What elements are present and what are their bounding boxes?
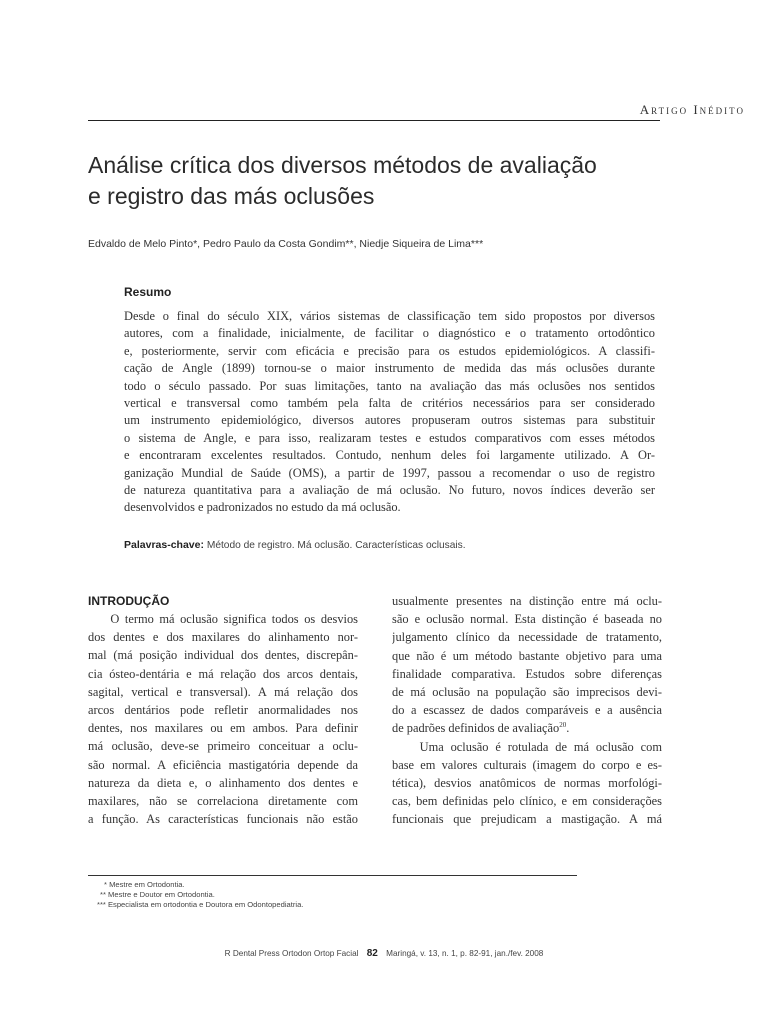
title-line: Análise crítica dos diversos métodos de avaliação <box>88 152 597 178</box>
abstract-line: autores, com a finalidade, inicialmente, de facilitar o diagnóstico e o tratamento ortodôntico <box>124 326 655 341</box>
body-line: que não é um método bastante objetivo para uma <box>392 648 662 663</box>
body-line: são normal. A eficiência mastigatória depende da <box>88 757 358 772</box>
body-line: natureza da dieta e, o alinhamento dos dentes e <box>88 775 358 790</box>
abstract-line: de natureza quantitativa para a avaliação de má oclusão. No futuro, novos índices deverão ser <box>124 483 655 498</box>
keywords <box>124 539 664 551</box>
body-line: a função. As características funcionais não estão <box>88 812 358 827</box>
body-line: mal (má posição individual dos dentes, discrepân- <box>88 648 358 663</box>
footnotes <box>88 880 568 910</box>
keywords-label: Palavras-chave: <box>124 539 204 551</box>
abstract-text <box>124 308 655 517</box>
body-line: tética), desvios anatômicos de normas morfológi- <box>392 776 662 791</box>
body-line: finalidade comparativa. Estudos sobre diferenças <box>392 666 662 681</box>
footnote: * Mestre em Ortodontia. <box>104 880 185 889</box>
abstract-line: e, posteriormente, servir com eficácia e precisão para os estudos epidemiológicos. A classifi- <box>124 343 655 358</box>
body-line: sagital, vertical e transversal). A má relação dos <box>88 684 358 699</box>
abstract-line: ganização Mundial de Saúde (OMS), a partir de 1997, passou a recomendar o uso de registro <box>124 465 655 480</box>
introduction-heading: INTRODUÇÃO <box>88 594 170 608</box>
abstract-line: Desde o final do século XIX, vários sistemas de classificação tem sido propostos por diversos <box>124 309 655 323</box>
body-line: cia ósteo-dentária e má relação dos arcos dentais, <box>88 666 358 681</box>
authors: Edvaldo de Melo Pinto*, Pedro Paulo da Costa Gondim**, Niedje Siqueira de Lima*** <box>88 238 484 250</box>
left-column <box>88 610 358 828</box>
header-rule <box>88 120 660 121</box>
body-line-with-reference <box>392 719 662 737</box>
abstract-line: todo o século passado. Por suas limitações, tanto na avaliação das más oclusões nos sentidos <box>124 378 655 393</box>
body-line: maxilares, não se correlaciona diretamente com <box>88 794 358 809</box>
body-line: são e oclusão normal. Esta distinção é baseada no <box>392 612 662 627</box>
citation: Maringá, v. 13, n. 1, p. 82-91, jan./fev. 2008 <box>386 949 544 958</box>
body-line-text: de padrões definidos de avaliação <box>392 721 560 736</box>
body-line: Uma oclusão é rotulada de má oclusão com <box>392 739 662 754</box>
body-line: de má oclusão na população são imprecisos devi- <box>392 685 662 700</box>
body-line: cas, bem definidas pelo clínico, e em considerações <box>392 794 662 809</box>
keywords-text: Método de registro. Má oclusão. Características oclusais. <box>206 540 466 551</box>
right-column <box>392 592 662 829</box>
abstract-line: cação de Angle (1899) tornou-se o maior instrumento de medida das más oclusões durante <box>124 361 655 376</box>
abstract-heading: Resumo <box>124 285 172 299</box>
section-label: Artigo Inédito <box>639 102 745 117</box>
title-line: e registro das más oclusões <box>88 183 375 209</box>
body-line: má oclusão, deve-se primeiro conceituar a oclu- <box>88 739 358 754</box>
body-line: funcionais que prejudicam a mastigação. A má <box>392 812 662 827</box>
abstract-line: desenvolvidos e padronizados no estudo da má oclusão. <box>124 500 401 515</box>
footnote: ** Mestre e Doutor em Ortodontia. <box>100 890 215 899</box>
body-line: do a escassez de dados comparáveis e a ausência <box>392 703 662 718</box>
abstract-line: o sistema de Angle, e para isso, realizaram testes e estudos comparativos com esses métodos <box>124 430 655 445</box>
body-line: base em valores culturais (imagem do corpo e es- <box>392 757 662 772</box>
abstract-line: um instrumento epidemiológico, diversos autores propuseram outros sistemas para substituir <box>124 413 655 428</box>
body-line: usualmente presentes na distinção entre má oclu- <box>392 594 662 608</box>
article-title <box>88 150 688 212</box>
body-line: arcos dentários pode refletir anormalidades nos <box>88 703 358 718</box>
abstract-line: vertical e transversal como também pela falta de critérios necessários para ser considerado <box>124 396 655 411</box>
reference-tail: . <box>566 721 570 736</box>
body-line: julgamento clínico da necessidade de tratamento, <box>392 630 662 645</box>
page-number: 82 <box>366 948 378 959</box>
body-line: dos dentes e dos maxilares do alinhamento nor- <box>88 630 358 645</box>
journal-name: R Dental Press Ortodon Ortop Facial <box>224 949 359 958</box>
footnote: *** Especialista em ortodontia e Doutora em Odontopediatria. <box>97 900 304 909</box>
footnote-rule <box>88 875 577 876</box>
body-line: O termo má oclusão significa todos os desvios <box>88 612 358 626</box>
body-line: dentes, nos maxilares ou em ambos. Para definir <box>88 721 358 736</box>
abstract-line: e encontraram excelentes resultados. Contudo, nenhum deles foi largamente utilizado. A Or- <box>124 448 655 463</box>
page-footer <box>0 948 768 959</box>
reference-superscript: 20 <box>559 721 567 730</box>
